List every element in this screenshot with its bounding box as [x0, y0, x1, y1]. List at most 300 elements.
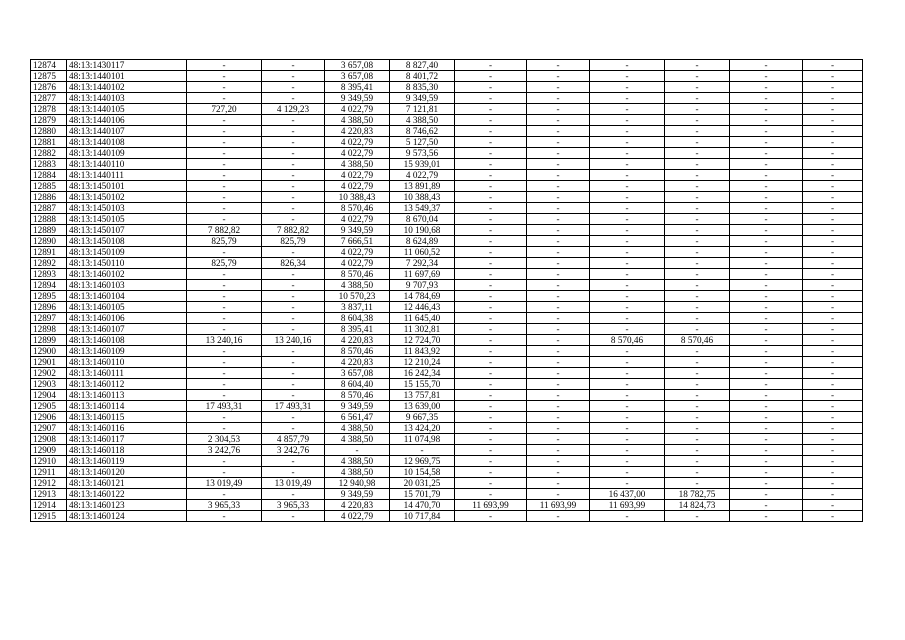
value-cell: - — [455, 159, 527, 170]
value-cell: - — [187, 192, 262, 203]
value-cell: - — [455, 280, 527, 291]
value-cell: - — [527, 291, 590, 302]
value-cell: - — [455, 379, 527, 390]
value-cell: - — [590, 368, 665, 379]
value-cell: - — [527, 258, 590, 269]
value-cell: - — [262, 313, 325, 324]
value-cell: 4 388,50 — [325, 467, 390, 478]
value-cell: - — [803, 500, 863, 511]
cadastral-number-cell: 48:13:1440102 — [67, 82, 187, 93]
value-cell: - — [590, 390, 665, 401]
row-number-cell: 12897 — [31, 313, 67, 324]
value-cell: 8 570,46 — [325, 346, 390, 357]
value-cell: - — [527, 214, 590, 225]
value-cell: 8 570,46 — [325, 269, 390, 280]
value-cell: 7 882,82 — [187, 225, 262, 236]
value-cell: - — [527, 412, 590, 423]
value-cell: 10 154,58 — [390, 467, 455, 478]
value-cell: 3 242,76 — [187, 445, 262, 456]
value-cell: - — [730, 82, 803, 93]
row-number-cell: 12884 — [31, 170, 67, 181]
value-cell: - — [665, 93, 730, 104]
table-row — [31, 236, 863, 247]
value-cell: - — [803, 291, 863, 302]
value-cell: - — [730, 93, 803, 104]
value-cell: - — [590, 291, 665, 302]
table-row — [31, 159, 863, 170]
table-row — [31, 214, 863, 225]
row-number-cell: 12880 — [31, 126, 67, 137]
value-cell: - — [665, 357, 730, 368]
value-cell: 8 604,38 — [325, 313, 390, 324]
value-cell: 11 074,98 — [390, 434, 455, 445]
value-cell: - — [665, 203, 730, 214]
cadastral-number-cell: 48:13:1450103 — [67, 203, 187, 214]
value-cell: - — [187, 137, 262, 148]
value-cell: 4 022,79 — [325, 258, 390, 269]
value-cell: - — [527, 93, 590, 104]
row-number-cell: 12876 — [31, 82, 67, 93]
value-cell: - — [187, 170, 262, 181]
value-cell: 9 349,59 — [325, 225, 390, 236]
value-cell: 12 210,24 — [390, 357, 455, 368]
value-cell: - — [803, 467, 863, 478]
value-cell: - — [262, 60, 325, 71]
value-cell: - — [590, 379, 665, 390]
value-cell: - — [455, 258, 527, 269]
value-cell: - — [455, 214, 527, 225]
table-row — [31, 258, 863, 269]
value-cell: 17 493,31 — [262, 401, 325, 412]
value-cell: 8 604,40 — [325, 379, 390, 390]
value-cell: - — [590, 148, 665, 159]
value-cell: - — [455, 467, 527, 478]
value-cell: - — [590, 313, 665, 324]
row-number-cell: 12887 — [31, 203, 67, 214]
value-cell: - — [455, 489, 527, 500]
row-number-cell: 12896 — [31, 302, 67, 313]
value-cell: - — [455, 170, 527, 181]
value-cell: - — [590, 159, 665, 170]
value-cell: - — [455, 148, 527, 159]
value-cell: - — [665, 214, 730, 225]
value-cell: - — [187, 93, 262, 104]
value-cell: - — [527, 467, 590, 478]
value-cell: - — [590, 445, 665, 456]
value-cell: - — [803, 93, 863, 104]
cadastral-number-cell: 48:13:1450105 — [67, 214, 187, 225]
cadastral-number-cell: 48:13:1460112 — [67, 379, 187, 390]
value-cell: - — [527, 236, 590, 247]
value-cell: 13 424,20 — [390, 423, 455, 434]
value-cell: - — [665, 181, 730, 192]
value-cell: - — [665, 104, 730, 115]
value-cell: - — [262, 379, 325, 390]
value-cell: - — [187, 60, 262, 71]
value-cell: - — [803, 423, 863, 434]
value-cell: - — [803, 302, 863, 313]
value-cell: 9 707,93 — [390, 280, 455, 291]
cadastral-number-cell: 48:13:1460123 — [67, 500, 187, 511]
value-cell: - — [262, 357, 325, 368]
value-cell: - — [455, 115, 527, 126]
row-number-cell: 12910 — [31, 456, 67, 467]
value-cell: 8 401,72 — [390, 71, 455, 82]
value-cell: 4 388,50 — [325, 423, 390, 434]
cadastral-number-cell: 48:13:1440105 — [67, 104, 187, 115]
value-cell: - — [803, 170, 863, 181]
table-row — [31, 357, 863, 368]
value-cell: - — [803, 511, 863, 522]
value-cell: - — [730, 126, 803, 137]
row-number-cell: 12881 — [31, 137, 67, 148]
table-row — [31, 137, 863, 148]
value-cell: - — [803, 148, 863, 159]
value-cell: - — [665, 368, 730, 379]
value-cell: - — [730, 511, 803, 522]
value-cell: - — [187, 181, 262, 192]
value-cell: - — [590, 423, 665, 434]
value-cell: - — [803, 258, 863, 269]
value-cell: 4 022,79 — [325, 214, 390, 225]
value-cell: 4 022,79 — [325, 511, 390, 522]
table-row — [31, 489, 863, 500]
value-cell: - — [455, 335, 527, 346]
value-cell: - — [527, 456, 590, 467]
value-cell: - — [527, 170, 590, 181]
value-cell: - — [590, 225, 665, 236]
table-row — [31, 269, 863, 280]
value-cell: - — [455, 346, 527, 357]
value-cell: 10 717,84 — [390, 511, 455, 522]
value-cell: 3 657,08 — [325, 368, 390, 379]
value-cell: - — [527, 511, 590, 522]
value-cell: - — [187, 71, 262, 82]
value-cell: - — [187, 126, 262, 137]
value-cell: 11 302,81 — [390, 324, 455, 335]
value-cell: - — [803, 456, 863, 467]
table-row — [31, 456, 863, 467]
value-cell: - — [590, 412, 665, 423]
value-cell: 16 242,34 — [390, 368, 455, 379]
value-cell: - — [730, 148, 803, 159]
cadastral-number-cell: 48:13:1440111 — [67, 170, 187, 181]
value-cell: - — [730, 214, 803, 225]
row-number-cell: 12912 — [31, 478, 67, 489]
table-row — [31, 225, 863, 236]
value-cell: 4 022,79 — [325, 247, 390, 258]
value-cell: 8 570,46 — [590, 335, 665, 346]
value-cell: - — [455, 247, 527, 258]
row-number-cell: 12901 — [31, 357, 67, 368]
value-cell: 12 940,98 — [325, 478, 390, 489]
cadastral-number-cell: 48:13:1440103 — [67, 93, 187, 104]
value-cell: - — [187, 115, 262, 126]
table-row — [31, 412, 863, 423]
value-cell: - — [590, 434, 665, 445]
value-cell: - — [527, 357, 590, 368]
value-cell: - — [262, 93, 325, 104]
value-cell: - — [262, 148, 325, 159]
table-row — [31, 434, 863, 445]
value-cell: - — [730, 280, 803, 291]
value-cell: - — [803, 269, 863, 280]
cadastral-number-cell: 48:13:1460107 — [67, 324, 187, 335]
value-cell: - — [455, 192, 527, 203]
value-cell: - — [665, 225, 730, 236]
value-cell: - — [803, 280, 863, 291]
value-cell: - — [590, 302, 665, 313]
value-cell: - — [803, 346, 863, 357]
value-cell: - — [262, 192, 325, 203]
row-number-cell: 12913 — [31, 489, 67, 500]
value-cell: - — [455, 225, 527, 236]
value-cell: - — [187, 489, 262, 500]
value-cell: 4 388,50 — [325, 280, 390, 291]
value-cell: - — [262, 346, 325, 357]
table-row — [31, 126, 863, 137]
value-cell: 8 746,62 — [390, 126, 455, 137]
value-cell: - — [455, 203, 527, 214]
value-cell: 10 388,43 — [390, 192, 455, 203]
table-row — [31, 500, 863, 511]
value-cell: - — [527, 71, 590, 82]
value-cell: - — [590, 236, 665, 247]
cadastral-number-cell: 48:13:1440106 — [67, 115, 187, 126]
value-cell: 13 549,37 — [390, 203, 455, 214]
value-cell: - — [665, 401, 730, 412]
table-row — [31, 511, 863, 522]
value-cell: 825,79 — [262, 236, 325, 247]
value-cell: 4 857,79 — [262, 434, 325, 445]
row-number-cell: 12874 — [31, 60, 67, 71]
row-number-cell: 12893 — [31, 269, 67, 280]
table-row — [31, 335, 863, 346]
value-cell: 8 835,30 — [390, 82, 455, 93]
value-cell: - — [455, 368, 527, 379]
cadastral-number-cell: 48:13:1430117 — [67, 60, 187, 71]
value-cell: - — [590, 137, 665, 148]
value-cell: - — [730, 225, 803, 236]
value-cell: - — [262, 291, 325, 302]
table-row — [31, 71, 863, 82]
cadastral-number-cell: 48:13:1460108 — [67, 335, 187, 346]
value-cell: - — [803, 104, 863, 115]
value-cell: 13 639,00 — [390, 401, 455, 412]
value-cell: 9 349,59 — [325, 489, 390, 500]
value-cell: - — [455, 423, 527, 434]
value-cell: - — [187, 280, 262, 291]
value-cell: - — [187, 214, 262, 225]
cadastral-number-cell: 48:13:1460121 — [67, 478, 187, 489]
value-cell: - — [730, 357, 803, 368]
cadastral-number-cell: 48:13:1460124 — [67, 511, 187, 522]
value-cell: - — [730, 192, 803, 203]
row-number-cell: 12891 — [31, 247, 67, 258]
value-cell: - — [665, 445, 730, 456]
value-cell: - — [187, 390, 262, 401]
value-cell: - — [590, 203, 665, 214]
row-number-cell: 12905 — [31, 401, 67, 412]
row-number-cell: 12886 — [31, 192, 67, 203]
row-number-cell: 12885 — [31, 181, 67, 192]
value-cell: 13 019,49 — [187, 478, 262, 489]
cadastral-number-cell: 48:13:1460105 — [67, 302, 187, 313]
value-cell: - — [187, 302, 262, 313]
value-cell: - — [527, 379, 590, 390]
value-cell: - — [803, 401, 863, 412]
value-cell: - — [455, 302, 527, 313]
value-cell: - — [187, 324, 262, 335]
value-cell: - — [527, 225, 590, 236]
value-cell: 3 837,11 — [325, 302, 390, 313]
value-cell: - — [730, 335, 803, 346]
value-cell: - — [730, 159, 803, 170]
row-number-cell: 12898 — [31, 324, 67, 335]
value-cell: - — [455, 82, 527, 93]
value-cell: - — [527, 192, 590, 203]
value-cell: - — [187, 412, 262, 423]
value-cell: - — [730, 368, 803, 379]
value-cell: 13 240,16 — [187, 335, 262, 346]
value-cell: - — [187, 511, 262, 522]
value-cell: - — [187, 368, 262, 379]
value-cell: 11 693,99 — [527, 500, 590, 511]
table-row — [31, 346, 863, 357]
value-cell: - — [665, 247, 730, 258]
table-row — [31, 313, 863, 324]
value-cell: 11 693,99 — [455, 500, 527, 511]
value-cell: - — [730, 379, 803, 390]
value-cell: 5 127,50 — [390, 137, 455, 148]
value-cell: - — [262, 247, 325, 258]
value-cell: 11 060,52 — [390, 247, 455, 258]
value-cell: - — [527, 280, 590, 291]
cadastral-number-cell: 48:13:1460118 — [67, 445, 187, 456]
value-cell: - — [665, 148, 730, 159]
value-cell: - — [262, 126, 325, 137]
value-cell: - — [730, 236, 803, 247]
value-cell: 11 843,92 — [390, 346, 455, 357]
value-cell: - — [590, 269, 665, 280]
value-cell: - — [262, 82, 325, 93]
value-cell: - — [527, 302, 590, 313]
value-cell: 3 965,33 — [262, 500, 325, 511]
value-cell: - — [527, 434, 590, 445]
row-number-cell: 12892 — [31, 258, 67, 269]
value-cell: - — [665, 346, 730, 357]
value-cell: - — [590, 346, 665, 357]
value-cell: - — [730, 401, 803, 412]
value-cell: 7 292,34 — [390, 258, 455, 269]
value-cell: - — [803, 71, 863, 82]
value-cell: 826,34 — [262, 258, 325, 269]
cadastral-number-cell: 48:13:1460113 — [67, 390, 187, 401]
value-cell: 11 697,69 — [390, 269, 455, 280]
value-cell: - — [730, 115, 803, 126]
value-cell: - — [262, 181, 325, 192]
value-cell: - — [730, 170, 803, 181]
value-cell: - — [803, 181, 863, 192]
row-number-cell: 12875 — [31, 71, 67, 82]
table-row — [31, 170, 863, 181]
value-cell: - — [730, 412, 803, 423]
row-number-cell: 12907 — [31, 423, 67, 434]
value-cell: - — [455, 478, 527, 489]
table-body — [31, 60, 863, 522]
value-cell: - — [730, 489, 803, 500]
value-cell: 4 220,83 — [325, 126, 390, 137]
value-cell: 12 446,43 — [390, 302, 455, 313]
value-cell: - — [262, 324, 325, 335]
value-cell: 727,20 — [187, 104, 262, 115]
value-cell: - — [590, 324, 665, 335]
row-number-cell: 12914 — [31, 500, 67, 511]
value-cell: - — [730, 104, 803, 115]
value-cell: - — [187, 148, 262, 159]
value-cell: 14 824,73 — [665, 500, 730, 511]
value-cell: - — [590, 104, 665, 115]
value-cell: - — [803, 379, 863, 390]
value-cell: - — [187, 291, 262, 302]
value-cell: - — [803, 126, 863, 137]
cadastral-number-cell: 48:13:1460109 — [67, 346, 187, 357]
row-number-cell: 12878 — [31, 104, 67, 115]
value-cell: - — [590, 115, 665, 126]
value-cell: - — [527, 489, 590, 500]
value-cell: 13 757,81 — [390, 390, 455, 401]
cadastral-number-cell: 48:13:1460122 — [67, 489, 187, 500]
value-cell: - — [665, 423, 730, 434]
value-cell: - — [262, 467, 325, 478]
value-cell: - — [803, 357, 863, 368]
value-cell: - — [527, 368, 590, 379]
value-cell: 15 939,01 — [390, 159, 455, 170]
value-cell: - — [665, 192, 730, 203]
value-cell: 13 019,49 — [262, 478, 325, 489]
value-cell: - — [730, 324, 803, 335]
cadastral-number-cell: 48:13:1450102 — [67, 192, 187, 203]
value-cell: - — [803, 247, 863, 258]
table-row — [31, 192, 863, 203]
value-cell: 4 022,79 — [325, 137, 390, 148]
value-cell: - — [455, 60, 527, 71]
value-cell: - — [590, 192, 665, 203]
table-row — [31, 280, 863, 291]
cadastral-number-cell: 48:13:1460117 — [67, 434, 187, 445]
value-cell: - — [527, 313, 590, 324]
row-number-cell: 12894 — [31, 280, 67, 291]
value-cell: - — [262, 137, 325, 148]
value-cell: - — [665, 478, 730, 489]
value-cell: 2 304,53 — [187, 434, 262, 445]
value-cell: - — [730, 203, 803, 214]
row-number-cell: 12882 — [31, 148, 67, 159]
value-cell: - — [803, 137, 863, 148]
table-row — [31, 379, 863, 390]
value-cell: - — [262, 456, 325, 467]
value-cell: - — [262, 511, 325, 522]
value-cell: - — [665, 511, 730, 522]
value-cell: - — [262, 423, 325, 434]
value-cell: - — [455, 445, 527, 456]
value-cell: - — [730, 269, 803, 280]
cadastral-number-cell: 48:13:1450108 — [67, 236, 187, 247]
cadastral-number-cell: 48:13:1450109 — [67, 247, 187, 258]
value-cell: - — [527, 148, 590, 159]
value-cell: - — [590, 60, 665, 71]
value-cell: - — [187, 346, 262, 357]
